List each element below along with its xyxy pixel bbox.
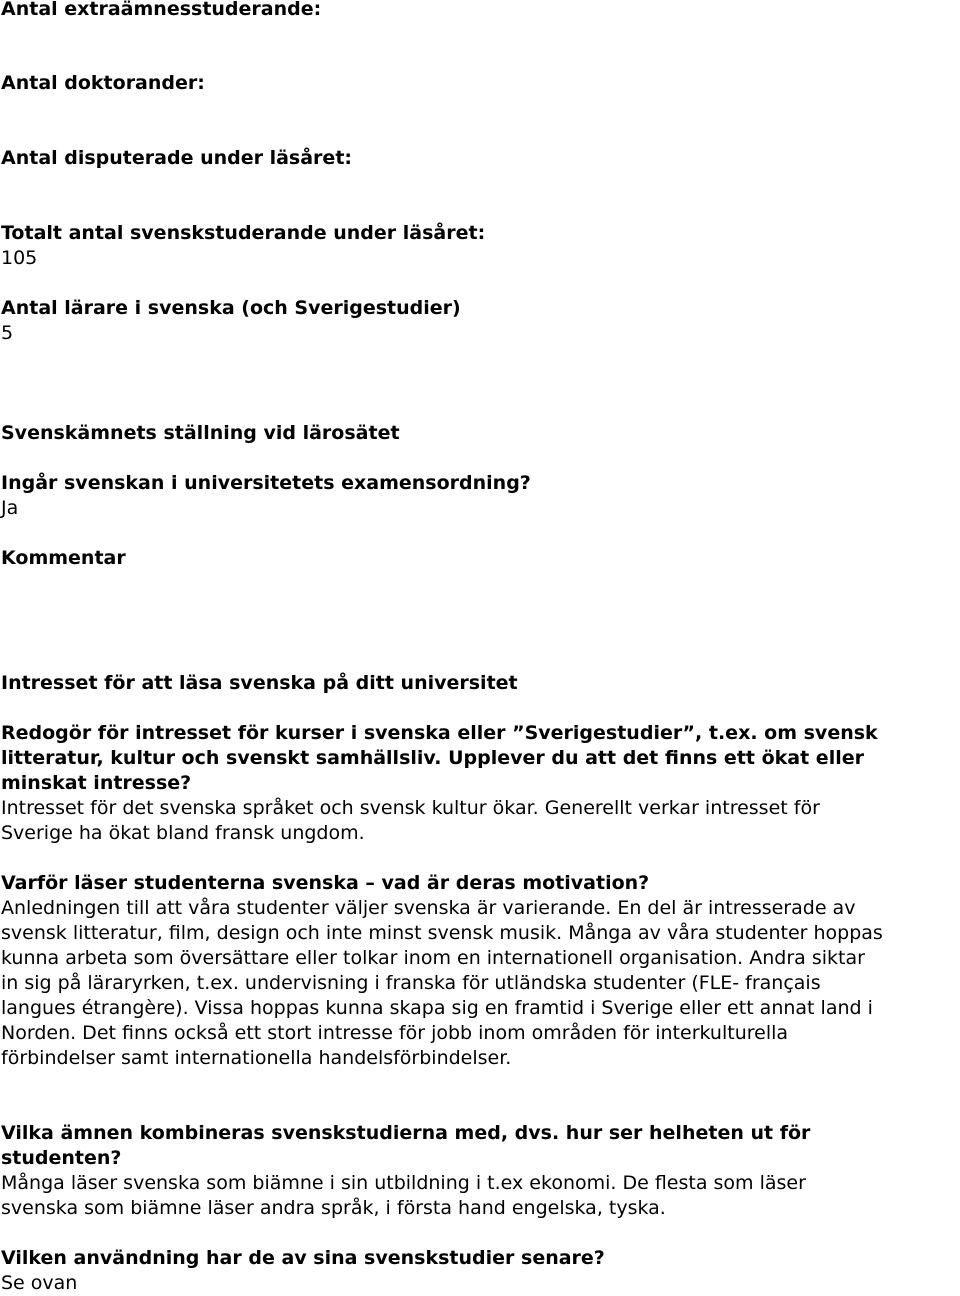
answer-exam-order: Ja	[1, 497, 19, 519]
field-value-total-students: 105	[1, 247, 38, 269]
answer-motivation-line: kunna arbeta som översättare eller tolkar inom en internationell organisation. Andra siktar	[1, 947, 865, 969]
answer-later-use: Se ovan	[1, 1272, 78, 1294]
answer-combinations-line: svenska som biämne läser andra språk, i första hand engelska, tyska.	[1, 1197, 666, 1219]
answer-motivation-line: in sig på läraryrken, t.ex. undervisning i franska för utländska studenter (FLE- français	[1, 972, 821, 994]
field-label-teachers: Antal lärare i svenska (och Sverigestudier)	[1, 297, 461, 319]
answer-motivation-line: förbindelser samt internationella handelsförbindelser.	[1, 1047, 512, 1069]
question-interest-line: litteratur, kultur och svenskt samhällsliv. Upplever du att det finns ett ökat eller	[1, 747, 864, 769]
question-comment: Kommentar	[1, 547, 126, 569]
question-interest-line: Redogör för intresset för kurser i svenska eller ”Sverigestudier”, t.ex. om svensk	[1, 722, 878, 744]
field-label-total-students: Totalt antal svenskstuderande under läsåret:	[1, 222, 486, 244]
section-heading-interest: Intresset för att läsa svenska på ditt universitet	[1, 672, 518, 694]
question-exam-order: Ingår svenskan i universitetets examensordning?	[1, 472, 531, 494]
question-interest-line: minskat intresse?	[1, 772, 192, 794]
field-label-extra-students: Antal extraämnesstuderande:	[1, 0, 322, 20]
question-combinations-line: studenten?	[1, 1147, 122, 1169]
answer-combinations-line: Många läser svenska som biämne i sin utbildning i t.ex ekonomi. De flesta som läser	[1, 1172, 806, 1194]
answer-motivation-line: svensk litteratur, film, design och inte minst svensk musik. Många av våra studenter hoppas	[1, 922, 883, 944]
question-later-use: Vilken användning har de av sina svenskstudier senare?	[1, 1247, 605, 1269]
answer-motivation-line: Anledningen till att våra studenter väljer svenska är varierande. En del är intresserade av	[1, 897, 856, 919]
answer-interest-line: Sverige ha ökat bland fransk ungdom.	[1, 822, 365, 844]
answer-motivation-line: langues étrangère). Vissa hoppas kunna skapa sig en framtid i Sverige eller ett annat land i	[1, 997, 873, 1019]
answer-motivation-line: Norden. Det finns också ett stort intresse för jobb inom områden för interkulturella	[1, 1022, 789, 1044]
question-combinations-line: Vilka ämnen kombineras svenskstudierna med, dvs. hur ser helheten ut för	[1, 1122, 811, 1144]
field-value-teachers: 5	[1, 322, 14, 344]
section-heading-status: Svenskämnets ställning vid lärosätet	[1, 422, 400, 444]
answer-interest-line: Intresset för det svenska språket och svensk kultur ökar. Generellt verkar intresset för	[1, 797, 820, 819]
question-motivation: Varför läser studenterna svenska – vad är deras motivation?	[1, 872, 650, 894]
field-label-doctoral-students: Antal doktorander:	[1, 72, 205, 94]
field-label-defended-theses: Antal disputerade under läsåret:	[1, 147, 352, 169]
